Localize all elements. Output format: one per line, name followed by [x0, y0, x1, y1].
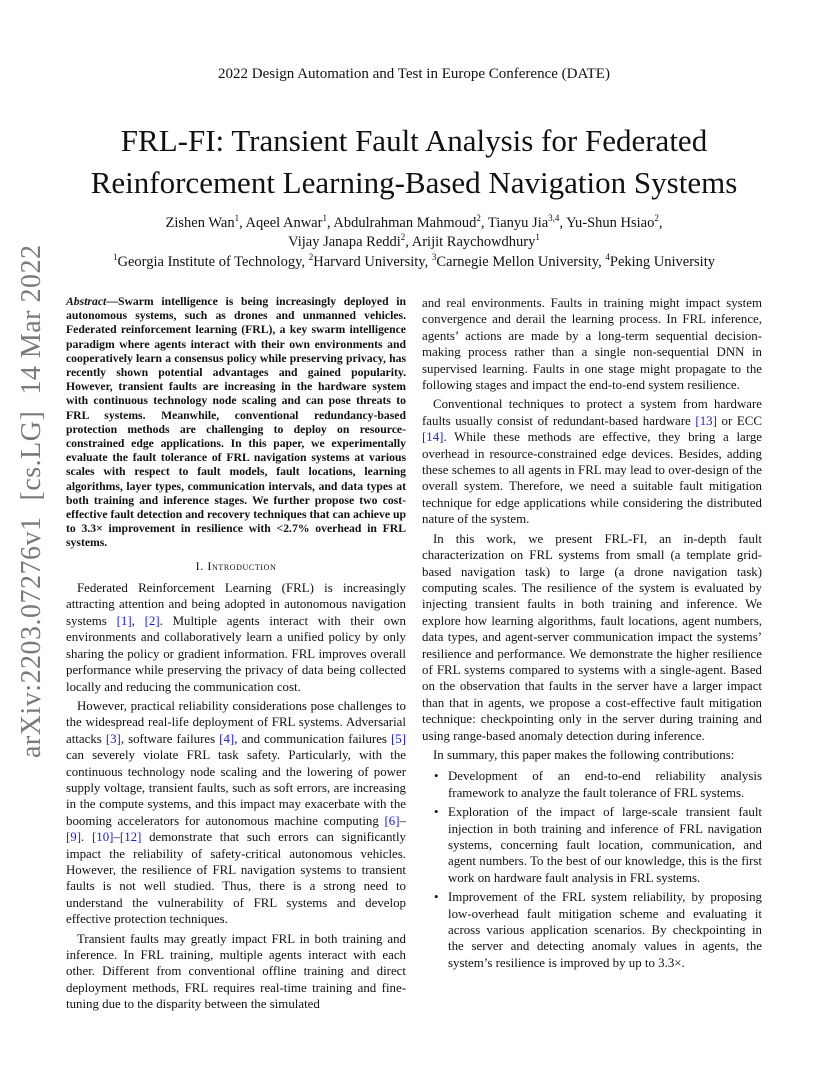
- citation-link[interactable]: [14]: [422, 430, 444, 445]
- citation-link[interactable]: [4]: [219, 731, 235, 746]
- text-run: can severely violate FRL task safety. Particularly, with the continuous technology node scaling and the lowering of power supply voltage, transient faults, such as soft errors, are increasing in the compute systems, and this impact may exacerbate with the booming accelerators for autonomous machine computing: [66, 748, 406, 828]
- author-name: Arijit Raychowdhury: [411, 234, 536, 250]
- citation-link[interactable]: [13]: [695, 413, 717, 428]
- arxiv-date: 14 Mar 2022: [16, 244, 47, 395]
- affiliation-name: Peking University: [609, 254, 715, 270]
- affiliation-name: Georgia Institute of Technology,: [117, 254, 306, 270]
- author-line-1: Zishen Wan$^1$, Aqeel Anwar$^1$, Abdulrahman Mahmoud$^2$, Tianyu Jia$^{3,4}$, Yu-Shun Hsiao$^2$,: [165, 213, 663, 231]
- affil-marker: 1: [113, 252, 118, 263]
- contribution-item: • Exploration of the impact of large-scale transient fault injection in both training and inference of FRL navigation systems, concerning fault location, communication, and agent numbers. To the best of our knowledge, this is the first work on hardware fault analysis in FRL systems.: [422, 804, 762, 886]
- affiliation-name: Harvard University,: [313, 254, 429, 270]
- text-run: .: [81, 830, 92, 845]
- right-column: [422, 295, 762, 974]
- section-heading-introduction: I. Introduction: [195, 558, 277, 573]
- intro-paragraph-3-continued: and real environments. Faults in training might impact system convergence and derail the learning process. In FRL inference, agents’ actions are made by a long-term sequential decision-making process rather than a single non-sequential DNN in supervised learning. Faults in one stage might propagate to the following stages and impact the end-to-end system resilience.: [422, 296, 762, 393]
- arxiv-id: arXiv:2203.07276v1: [16, 516, 47, 758]
- text-run: ,: [131, 613, 145, 628]
- text-run: However, practical reliability considerations pose challenges to the widespread real-life deployment of FRL systems. Adversarial attacks: [66, 698, 406, 746]
- text-run: , software failures: [120, 731, 220, 746]
- intro-paragraph-6: In summary, this paper makes the following contributions:: [433, 747, 735, 762]
- affiliation-name: Carnegie Mellon University,: [436, 254, 602, 270]
- conference-header: 2022 Design Automation and Test in Europe Conference (DATE): [218, 66, 610, 82]
- affil-marker: 3,4: [548, 213, 560, 224]
- title-line-2: Reinforcement Learning-Based Navigation Systems: [90, 165, 738, 200]
- citation-link[interactable]: [6]: [384, 813, 400, 828]
- citation-link[interactable]: [12]: [119, 830, 142, 845]
- affil-marker: 2: [654, 213, 659, 224]
- abstract: [66, 295, 406, 551]
- citation-link[interactable]: [10]: [91, 830, 114, 845]
- text-run: Federated Reinforcement Learning (FRL) is increasingly attracting attention and being adopted in autonomous navigation systems: [66, 581, 406, 628]
- affil-marker: 3: [431, 252, 437, 263]
- affil-marker: 4: [605, 252, 610, 263]
- author-name: Vijay Janapa Reddi: [288, 234, 401, 250]
- intro-paragraph-4: [422, 396, 762, 527]
- author-name: Abdulrahman Mahmoud: [333, 215, 477, 231]
- affil-marker: 2: [308, 252, 314, 263]
- author-name: Yu-Shun Hsiao: [566, 215, 655, 231]
- citation-link[interactable]: [5]: [390, 731, 406, 746]
- author-line-2: Vijay Janapa Reddi$^2$, Arijit Raychowdhury$^1$: [288, 232, 540, 250]
- author-list: [60, 214, 768, 252]
- abstract-lead: Abstract: [66, 295, 107, 308]
- text-run: , and communication failures: [234, 731, 391, 746]
- author-name: Tianyu Jia: [487, 215, 549, 231]
- affil-marker: 1: [535, 232, 540, 243]
- affil-marker: 2: [476, 213, 481, 224]
- arxiv-category: [cs.LG]: [16, 410, 47, 501]
- text-run: –: [399, 813, 406, 828]
- intro-paragraph-2: [66, 698, 406, 928]
- affil-marker: 2: [400, 232, 406, 243]
- text-run: –: [113, 830, 120, 845]
- citation-link[interactable]: [3]: [105, 731, 121, 746]
- contribution-item: • Improvement of the FRL system reliability, by proposing low-overhead fault mitigation scheme and evaluating it across various application scenarios. By checkpointing in the server and detecting anomaly values in agents, the system’s resilience is improved by up to 3.3×.: [422, 889, 762, 971]
- text-run: or ECC: [716, 413, 762, 428]
- text-run: . Multiple agents interact with their own environments and collaboratively learn a unified policy by only sharing the policy or gradient information. FRL improves overall performance while preserving the privacy of data being collected locally and reducing the communication cost.: [66, 613, 406, 694]
- contribution-item: • Development of an end-to-end reliability analysis framework to analyze the fault tolerance of FRL systems.: [422, 768, 762, 801]
- paper-title: [30, 120, 798, 204]
- intro-paragraph-1: [66, 580, 406, 695]
- intro-paragraph-3: Transient faults may greatly impact FRL in both training and inference. In FRL training, multiple agents interact with each other. Different from conventional offline training and direct deployment methods, FRL requires real-time training and fine-tuning due to the disparity between the simulated: [66, 931, 406, 1012]
- affil-marker: 1: [322, 213, 327, 224]
- author-name: Aqeel Anwar: [245, 215, 323, 231]
- arxiv-watermark: [16, 245, 48, 758]
- affiliations: [40, 254, 788, 271]
- citation-link[interactable]: [1]: [116, 613, 132, 628]
- affil-marker: 1: [234, 213, 240, 224]
- citation-link[interactable]: [2]: [144, 613, 160, 628]
- text-run: Conventional techniques to protect a system from hardware faults usually consist of redundant-based hardware: [422, 397, 762, 428]
- citation-link[interactable]: [9]: [66, 830, 82, 845]
- author-name: Zishen Wan: [165, 215, 235, 231]
- intro-paragraph-5: In this work, we present FRL-FI, an in-depth fault characterization on FRL systems from small (a template grid-based navigation task) to large (a drone navigation task) computing scales. The resilience of the system is evaluated by injecting transient faults in both training and inference. We explore how learning algorithms, fault locations, agent numbers, data types, and agent-server communication impact the systems’ resilience and performance. We demonstrate the higher resilience of FRL systems compared to systems with a single-agent. Based on the observation that faults in the server have a larger impact than that in agents, we propose a cost-effective fault mitigation technique: checkpointing only in the server during training and using range-based anomaly detection during inference.: [422, 531, 762, 743]
- abstract-text: —Swarm intelligence is being increasingly deployed in autonomous systems, such as drones and unmanned vehicles. Federated reinforcement learning (FRL), a key swarm intelligence paradigm where agents interact with their own environments and cooperatively learn a consensus policy while preserving privacy, has recently shown potential advantages and gained popularity. However, transient faults are increasing in the hardware system with continuous technology node scaling and can pose threats to FRL systems. Meanwhile, conventional redundancy-based protection methods are challenging to deploy on resource-constrained edge applications. In this paper, we experimentally evaluate the fault tolerance of FRL navigation systems at various scales with respect to fault models, fault locations, learning algorithms, layer types, communication intervals, and data types at both training and inference stages. We further propose two cost-effective fault detection and recovery techniques that can achieve up to 3.3× improvement in resilience with <2.7% overhead in FRL systems.: [66, 295, 406, 550]
- contributions-list: [422, 768, 762, 971]
- text-run: demonstrate that such errors can significantly impact the reliability of safety-critical autonomous vehicles. However, the resilience of FRL navigation systems to transient faults is not well studied. Thus, there is a strong need to understand the vulnerability of FRL systems and develop effective protection techniques.: [66, 830, 406, 927]
- text-run: . While these methods are effective, they bring a large overhead in resource-constrained edge devices. Besides, adding these schemes to all agents in FRL may lead to over-design of the overall system. Therefore, we need a suitable fault mitigation technique for edge applications while considering the distributed nature of the system.: [422, 430, 762, 527]
- left-column: [66, 295, 406, 1013]
- title-line-1: FRL-FI: Transient Fault Analysis for Federated: [120, 123, 708, 158]
